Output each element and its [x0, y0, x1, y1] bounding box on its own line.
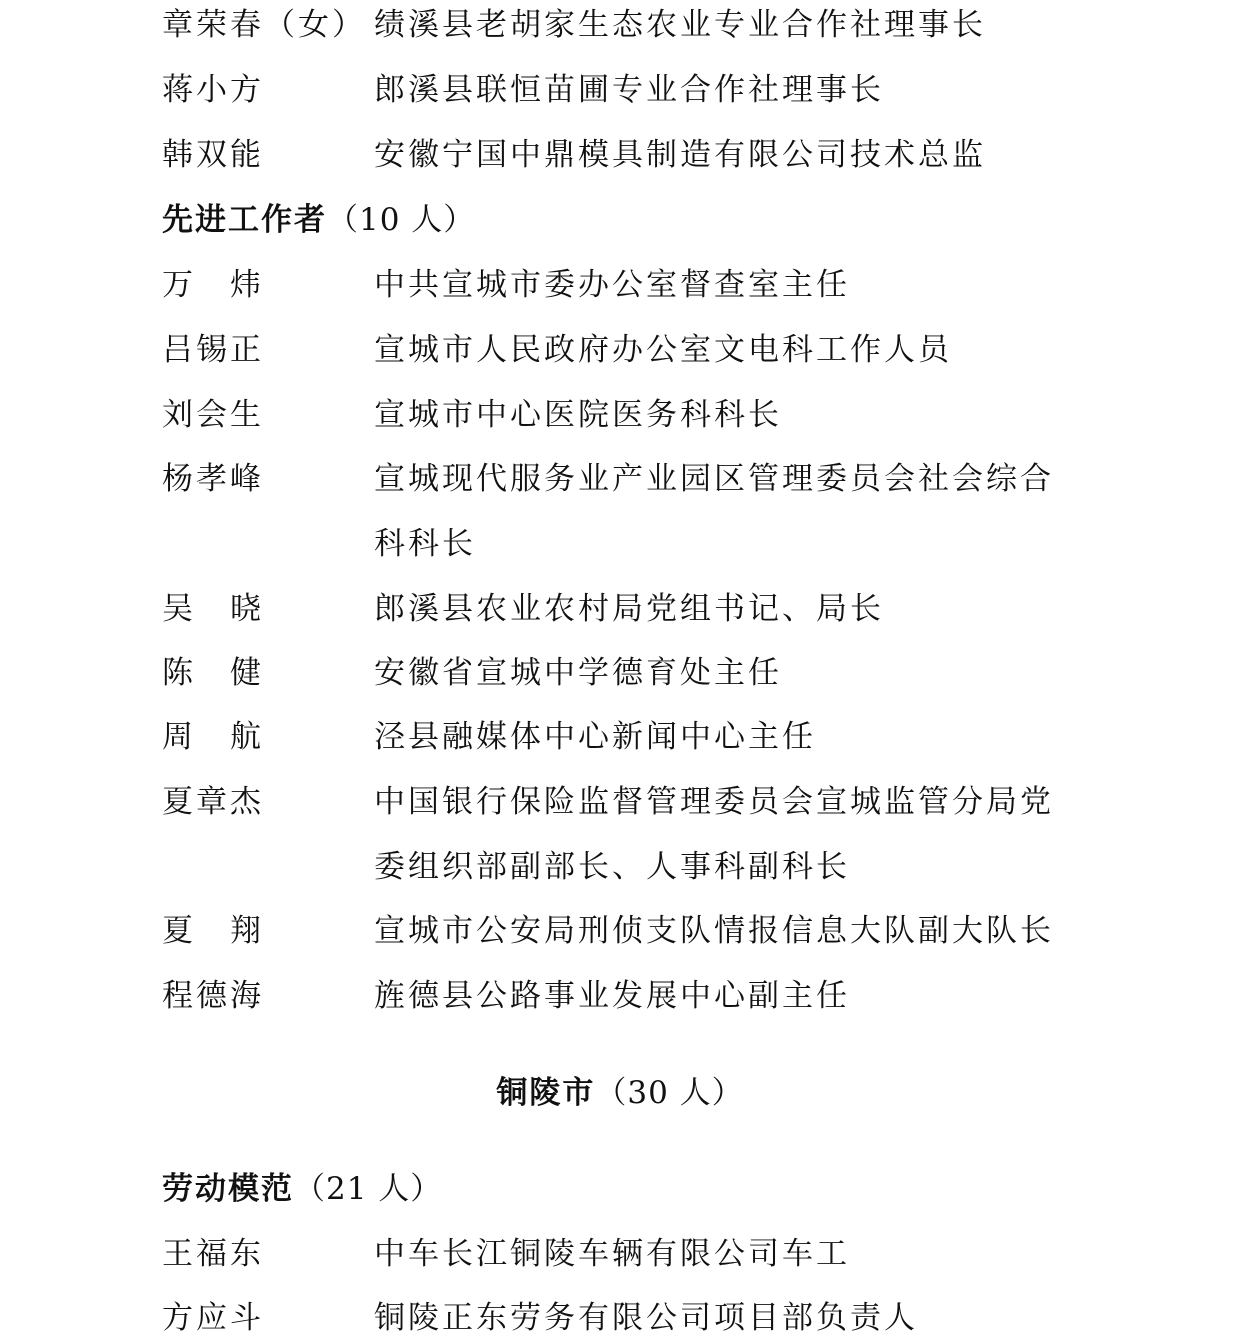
person-name: 万 炜	[162, 267, 264, 303]
section-count: （21 人）	[294, 1171, 443, 1207]
person-title: 宣城市公安局刑侦支队情报信息大队副大队长	[374, 913, 1054, 949]
person-title: 郎溪县农业农村局党组书记、局长	[374, 591, 884, 627]
person-title: 绩溪县老胡家生态农业专业合作社理事长	[374, 7, 986, 43]
section-heading-labor-models	[162, 1169, 442, 1209]
person-name: 夏章杰	[162, 784, 264, 820]
person-name: 吕锡正	[162, 332, 264, 368]
person-title: 郎溪县联恒苗圃专业合作社理事长	[374, 72, 884, 108]
person-name: 程德海	[162, 978, 264, 1014]
section-heading-advanced-workers	[162, 200, 475, 240]
person-title-continued: 科科长	[374, 526, 476, 562]
person-title: 旌德县公路事业发展中心副主任	[374, 978, 850, 1014]
person-name: 方应斗	[162, 1300, 264, 1336]
section-label: 劳动模范	[162, 1171, 294, 1207]
person-name: 王福东	[162, 1236, 264, 1272]
person-name: 周 航	[162, 719, 264, 755]
person-name: 杨孝峰	[162, 461, 264, 497]
person-title: 泾县融媒体中心新闻中心主任	[374, 719, 816, 755]
person-title: 宣城市中心医院医务科科长	[374, 397, 782, 433]
person-title: 安徽省宣城中学德育处主任	[374, 655, 782, 691]
person-title: 铜陵正东劳务有限公司项目部负责人	[374, 1300, 918, 1336]
city-heading	[0, 1073, 1240, 1113]
person-name: 韩双能	[162, 137, 264, 173]
section-label: 先进工作者	[162, 202, 327, 238]
person-name: 吴 晓	[162, 591, 264, 627]
person-name: 夏 翔	[162, 913, 264, 949]
person-title: 宣城现代服务业产业园区管理委员会社会综合	[374, 461, 1054, 497]
person-title: 中共宣城市委办公室督查室主任	[374, 267, 850, 303]
person-title: 宣城市人民政府办公室文电科工作人员	[374, 332, 952, 368]
city-name: 铜陵市	[496, 1075, 596, 1111]
person-title: 安徽宁国中鼎模具制造有限公司技术总监	[374, 137, 986, 173]
person-title-continued: 委组织部副部长、人事科副科长	[374, 849, 850, 885]
person-name: 蒋小方	[162, 72, 264, 108]
person-name: 章荣春（女）	[162, 7, 366, 43]
person-title: 中车长江铜陵车辆有限公司车工	[374, 1236, 850, 1272]
person-name: 陈 健	[162, 655, 264, 691]
section-count: （10 人）	[327, 202, 476, 238]
person-name: 刘会生	[162, 397, 264, 433]
person-title: 中国银行保险监督管理委员会宣城监管分局党	[374, 784, 1054, 820]
city-count: （30 人）	[595, 1075, 744, 1111]
